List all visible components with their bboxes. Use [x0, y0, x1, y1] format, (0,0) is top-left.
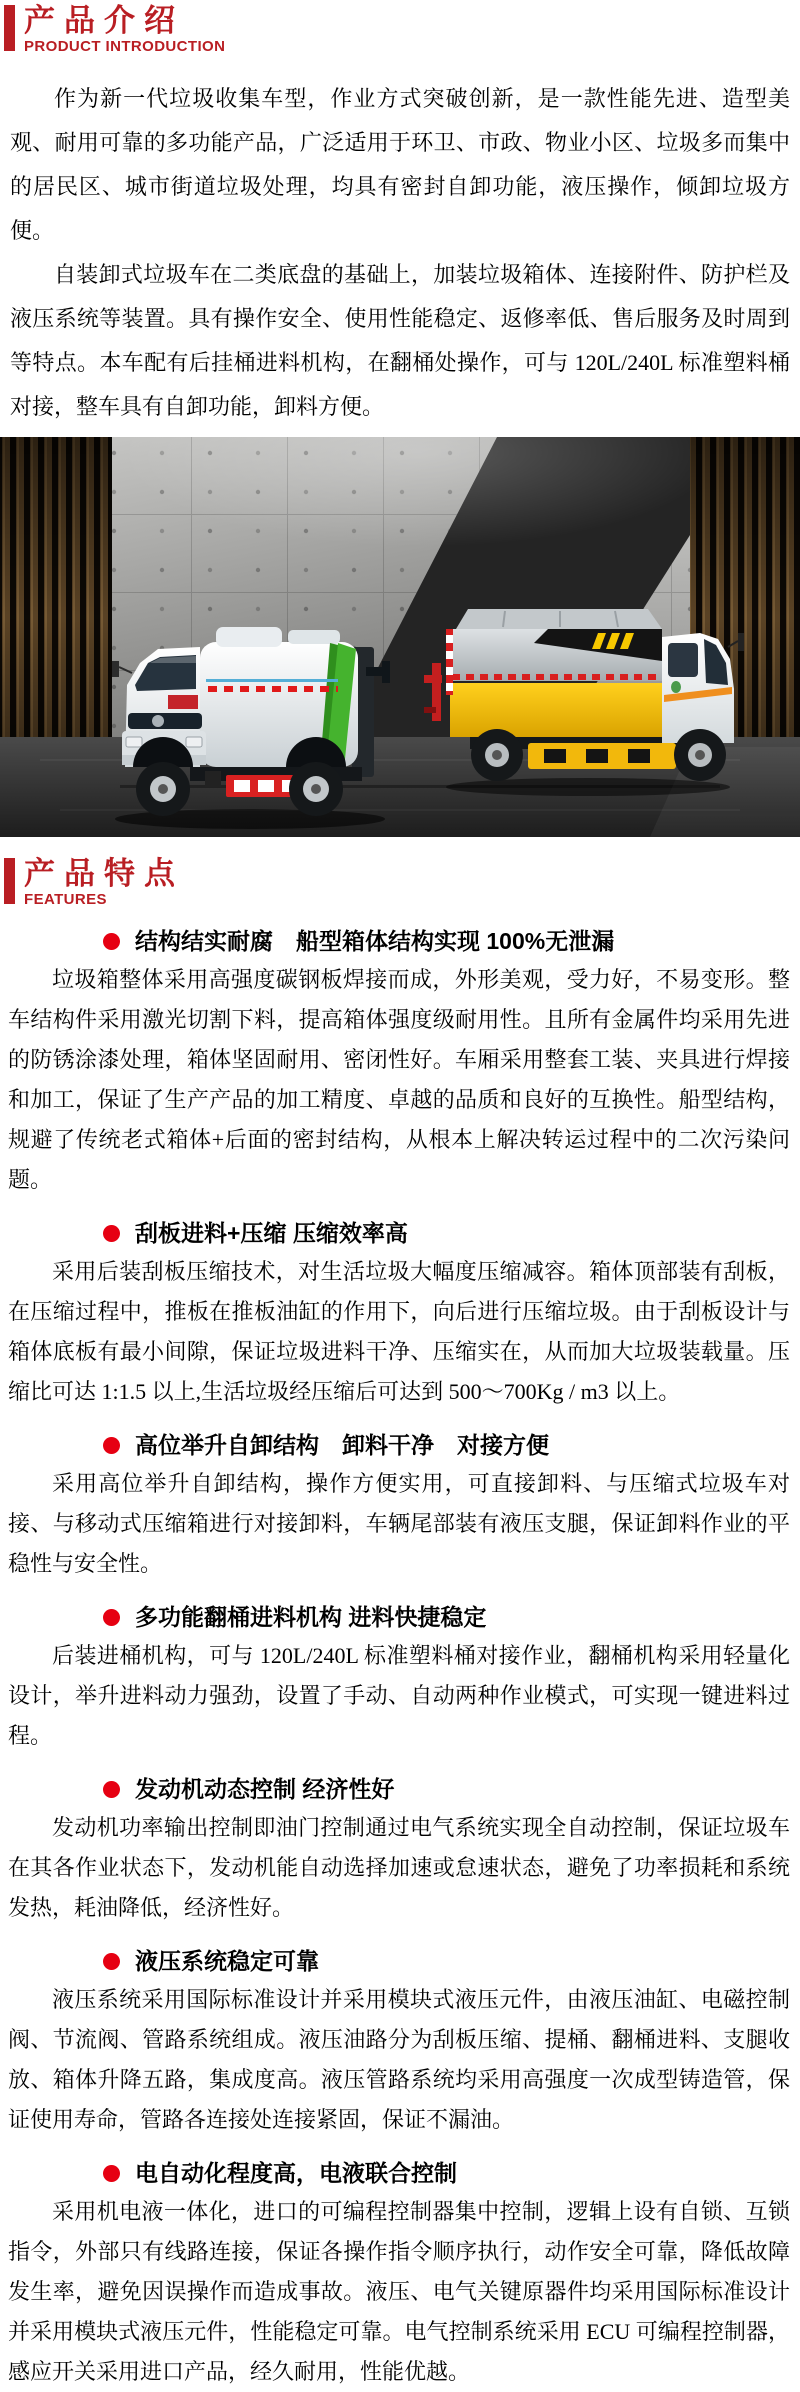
features-subtitle: FEATURES: [24, 891, 107, 908]
hero-truck-photo: [0, 437, 800, 837]
red-bar-icon: [4, 5, 15, 51]
feature-item: [8, 1946, 790, 2140]
bullet-dot-icon: [103, 1781, 120, 1798]
intro-paragraph: 自装卸式垃圾车在二类底盘的基础上，加装垃圾箱体、连接附件、防护栏及液压系统等装置。具有操作安全、使用性能稳定、返修率低、售后服务及时周到等特点。本车配有后挂桶进料机构，在翻桶处操作，可与 120L/240L 标准塑料桶对接，整车具有自卸功能，卸料方便。: [10, 262, 790, 419]
feature-heading: [103, 1602, 790, 1632]
bullet-dot-icon: [103, 2165, 120, 2182]
bullet-dot-icon: [103, 1953, 120, 1970]
feature-item: [8, 1218, 790, 1412]
feature-title: 电自动化程度高，电液联合控制: [135, 2160, 457, 2186]
section-header-text: [24, 3, 225, 55]
feature-body: 采用机电液一体化，进口的可编程控制器集中控制，逻辑上设有自锁、互锁指令，外部只有线路连接，保证各操作指令顺序执行，动作安全可靠，降低故障发生率，避免因误操作而造成事故。液压、电气关键原器件均采用国际标准设计并采用模块式液压元件，性能稳定可靠。电气控制系统采用 ECU 可编程控制器，感应开关采用进口产品，经久耐用，性能优越。: [8, 2199, 790, 2384]
feature-heading: [103, 1774, 790, 1804]
feature-body: 后装进桶机构，可与 120L/240L 标准塑料桶对接作业，翻桶机构采用轻量化设计，举升进料动力强劲，设置了手动、自动两种作业模式，可实现一键进料过程。: [8, 1643, 790, 1748]
intro-paragraph: 作为新一代垃圾收集车型，作业方式突破创新，是一款性能先进、造型美观、耐用可靠的多功能产品，广泛适用于环卫、市政、物业小区、垃圾多而集中的居民区、城市街道垃圾处理，均具有密封自卸功能，液压操作，倾卸垃圾方便。: [10, 86, 790, 243]
feature-heading: [103, 2158, 790, 2188]
section-header-text: [24, 856, 184, 908]
bullet-dot-icon: [103, 933, 120, 950]
feature-item: [8, 926, 790, 1200]
feature-body: 采用高位举升自卸结构，操作方便实用，可直接卸料、与压缩式垃圾车对接、与移动式压缩箱进行对接卸料，车辆尾部装有液压支腿，保证卸料作业的平稳性与安全性。: [8, 1471, 790, 1576]
features-title: 产品特点: [24, 856, 184, 891]
feature-body: 液压系统采用国际标准设计并采用模块式液压元件，由液压油缸、电磁控制阀、节流阀、管路系统组成。液压油路分为刮板压缩、提桶、翻桶进料、支腿收放、箱体升降五路，集成度高。液压管路系统均采用高强度一次成型铸造管，保证使用寿命，管路各连接处连接紧固，保证不漏油。: [8, 1987, 790, 2132]
feature-title: 高位举升自卸结构 卸料干净 对接方便: [135, 1432, 549, 1458]
feature-heading: [103, 1218, 790, 1248]
feature-body: 发动机功率输出控制即油门控制通过电气系统实现全自动控制，保证垃圾车在其各作业状态下，发动机能自动选择加速或怠速状态，避免了功率损耗和系统发热，耗油降低，经济性好。: [8, 1815, 790, 1920]
bullet-dot-icon: [103, 1609, 120, 1626]
feature-item: [8, 1602, 790, 1756]
intro-text-block: [10, 77, 790, 429]
features-list: [8, 926, 790, 2392]
feature-title: 液压系统稳定可靠: [135, 1948, 319, 1974]
feature-item: [8, 2158, 790, 2392]
intro-title: 产品介绍: [24, 3, 184, 38]
feature-heading: [103, 1946, 790, 1976]
feature-heading: [103, 1430, 790, 1460]
feature-title: 结构结实耐腐 船型箱体结构实现 100%无泄漏: [135, 928, 615, 954]
feature-body: 垃圾箱整体采用高强度碳钢板焊接而成，外形美观，受力好，不易变形。整车结构件采用激光切割下料，提高箱体强度级耐用性。且所有金属件均采用先进的防锈涂漆处理，箱体坚固耐用、密闭性好。车厢采用整套工装、夹具进行焊接和加工，保证了生产产品的加工精度、卓越的品质和良好的互换性。船型结构，规避了传统老式箱体+后面的密封结构，从根本上解决转运过程中的二次污染问题。: [8, 967, 790, 1192]
section-header-features: [0, 853, 800, 908]
feature-title: 多功能翻桶进料机构 进料快捷稳定: [135, 1604, 487, 1630]
bullet-dot-icon: [103, 1437, 120, 1454]
section-header-intro: [0, 0, 800, 55]
red-bar-icon: [4, 858, 15, 904]
feature-heading: [103, 926, 790, 956]
feature-item: [8, 1430, 790, 1584]
feature-item: [8, 1774, 790, 1928]
feature-title: 发动机动态控制 经济性好: [135, 1776, 395, 1802]
feature-title: 刮板进料+压缩 压缩效率高: [135, 1220, 408, 1246]
intro-subtitle: PRODUCT INTRODUCTION: [24, 38, 226, 55]
bullet-dot-icon: [103, 1225, 120, 1242]
feature-body: 采用后装刮板压缩技术，对生活垃圾大幅度压缩减容。箱体顶部装有刮板，在压缩过程中，推板在推板油缸的作用下，向后进行压缩垃圾。由于刮板设计与箱体底板有最小间隙，保证垃圾进料干净、压缩实在，从而加大垃圾装载量。压缩比可达 1:1.5 以上,生活垃圾经压缩后可达到 500～700Kg / m3 以上。: [8, 1259, 790, 1404]
